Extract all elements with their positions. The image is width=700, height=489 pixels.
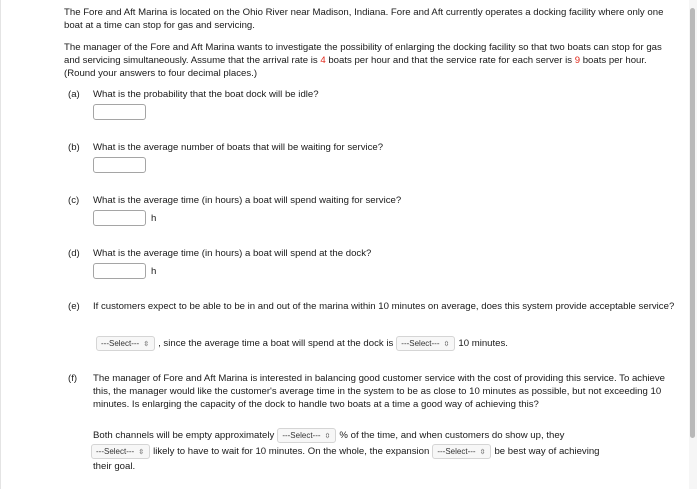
- answer-c-unit: h: [151, 213, 157, 224]
- intro-paragraph-1: The Fore and Aft Marina is located on the Ohio River near Madison, Indiana. Fore and Aft currently operates a docking facility where only one boat at a time can stop for gas and servicing.: [64, 7, 664, 31]
- question-f-text: The manager of Fore and Aft Marina is interested in balancing good customer service with the cost of providing this service. To achieve this, the manager would like the customer's average time in the system to be as close to 10 minutes as possible, but not exceeding 10 minutes. Is enlarging the capacity of the dock to handle two boats at a time a good way of achieving this?: [93, 373, 666, 410]
- f-expansion-select-value: ---Select---: [437, 447, 476, 456]
- answer-a-input[interactable]: [93, 104, 146, 120]
- f-percent-select-value: ---Select---: [282, 431, 321, 440]
- f-likely-select[interactable]: [91, 444, 150, 459]
- question-a-text: What is the probability that the boat dock will be idle?: [93, 89, 319, 100]
- e-tail-text: 10 minutes.: [458, 338, 508, 350]
- e-mid-text: , since the average time a boat will spend at the dock is: [158, 338, 394, 350]
- answer-d-unit: h: [151, 266, 157, 277]
- f-s1-pre: Both channels will be empty approximately: [93, 430, 275, 442]
- arrival-rate-value: 4: [320, 55, 326, 66]
- updown-chevron-icon: ⇳: [443, 341, 450, 348]
- f-sentence-line-3: their goal.: [93, 461, 136, 472]
- question-c-label: (c): [68, 195, 80, 206]
- intro-text-b: boats per hour and that the service rate for each server is: [325, 55, 575, 66]
- question-a-label: (a): [68, 89, 80, 100]
- question-e-label: (e): [68, 301, 80, 312]
- updown-chevron-icon: ⇳: [143, 341, 150, 348]
- e-comparison-select-value: ---Select---: [401, 339, 440, 348]
- f-sentence-line-2: [91, 444, 600, 459]
- f-percent-select[interactable]: [277, 428, 336, 443]
- intro-text-a: The manager of the Fore and Aft Marina wants to investigate the possibility of enlarging the docking facility so that two boats can stop for gas and servicing simultaneously. Assume that the arrival rate is: [64, 42, 662, 66]
- question-b-label: (b): [68, 142, 80, 153]
- e-acceptable-select-value: ---Select---: [101, 339, 140, 348]
- f-s2-mid: likely to have to wait for 10 minutes. On the whole, the expansion: [153, 446, 430, 458]
- service-rate-value: 9: [574, 55, 581, 66]
- intro-text-c: boats per hour. (Round your answers to four decimal places.): [64, 55, 647, 79]
- f-likely-select-value: ---Select---: [96, 447, 135, 456]
- question-d-label: (d): [68, 248, 80, 259]
- e-acceptable-select[interactable]: [96, 336, 155, 351]
- question-b-text: What is the average number of boats that will be waiting for service?: [93, 142, 384, 153]
- question-c-text: What is the average time (in hours) a boat will spend waiting for service?: [93, 195, 402, 206]
- question-e-text: If customers expect to be able to be in and out of the marina within 10 minutes on average, does this system provide acceptable service?: [93, 301, 675, 312]
- updown-chevron-icon: ⇳: [479, 449, 486, 456]
- scrollbar-thumb[interactable]: [690, 8, 695, 438]
- f-sentence-line-1: [93, 428, 564, 443]
- question-e-answer-row: [93, 336, 508, 351]
- question-f-label: (f): [68, 373, 78, 384]
- f-expansion-select[interactable]: [432, 444, 491, 459]
- intro-paragraph-2: [64, 41, 678, 80]
- answer-c-input[interactable]: [93, 210, 146, 226]
- answer-b-input[interactable]: [93, 157, 146, 173]
- e-comparison-select[interactable]: [396, 336, 455, 351]
- f-s1-post: % of the time, and when customers do show up, they: [339, 430, 565, 442]
- f-s2-post: be best way of achieving: [494, 446, 600, 458]
- question-d-text: What is the average time (in hours) a boat will spend at the dock?: [93, 248, 372, 259]
- answer-d-input[interactable]: [93, 263, 146, 279]
- vertical-scrollbar[interactable]: [689, 0, 697, 489]
- updown-chevron-icon: ⇳: [324, 433, 331, 440]
- updown-chevron-icon: ⇳: [138, 449, 145, 456]
